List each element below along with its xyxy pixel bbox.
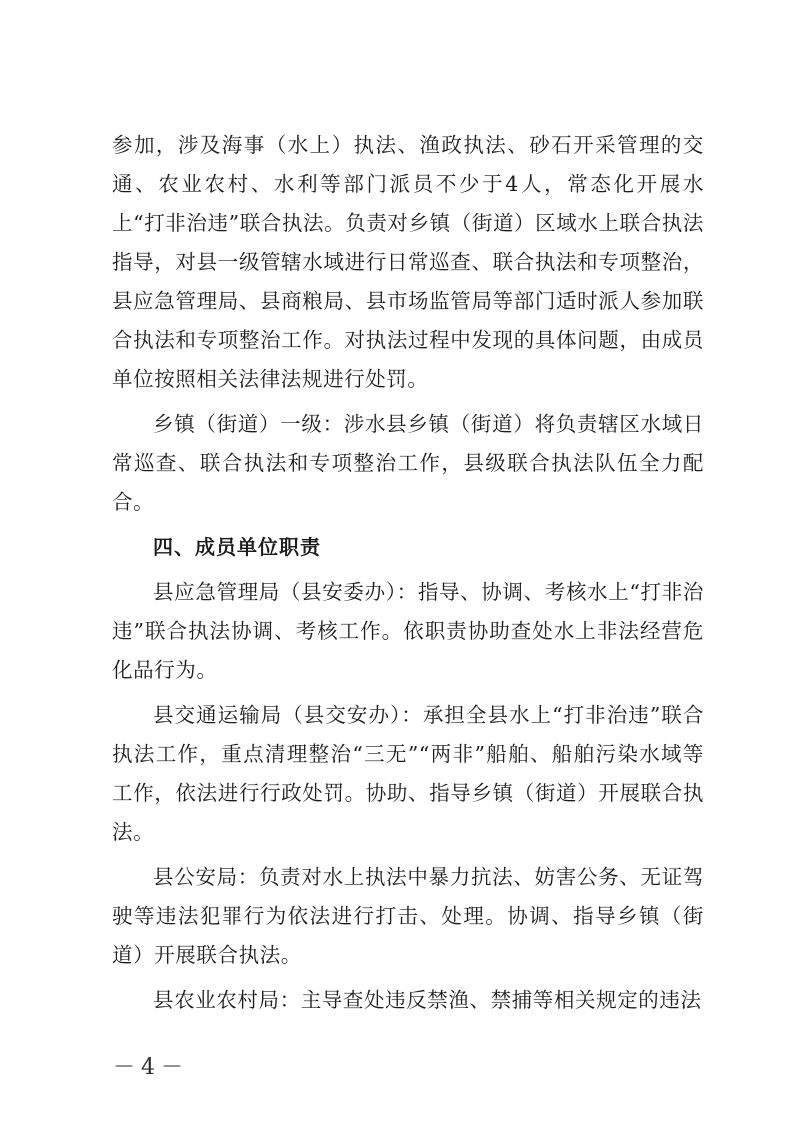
paragraph-text: 指导、协调、考核水上“打非治违”联合执法协调、考核工作。依职责协助查处水上非法经营危化品行为。 [112, 580, 704, 682]
document-body [112, 126, 704, 1026]
paragraph-text: 乡镇（街道）一级：涉水县乡镇（街道）将负责辖区水域日常巡查、联合执法和专项整治工作，县级联合执法队伍全力配合。 [112, 412, 704, 514]
department-name: 县应急管理局（县安委办）： [153, 580, 418, 604]
section-heading-member-duties: 四、成员单位职责 [153, 535, 321, 559]
paragraph-text: 主导查处违反禁渔、禁捕等相关规定的违法 [300, 988, 702, 1012]
page-number: －4－ [113, 1055, 189, 1080]
paragraph-public-security-bureau [112, 858, 704, 975]
paragraph-text: 负责对水上执法中暴力抗法、妨害公务、无证驾驶等违法犯罪行为依法进行打击、处理。协调、指导乡镇（街道）开展联合执法。 [112, 865, 704, 967]
paragraph-text: 参加，涉及海事（水上）执法、渔政执法、砂石开采管理的交通、农业农村、水利等部门派员不少于4人，常态化开展水上“打非治违”联合执法。负责对乡镇（街道）区域水上联合执法指导，对县一级管辖水域进行日常巡查、联合执法和专项整治，县应急管理局、县商粮局、县市场监管局等部门适时派人参加联合执法和专项整治工作。对执法过程中发现的具体问题，由成员单位按照相关法律法规进行处罚。 [112, 133, 704, 391]
paragraph-text: 承担全县水上“打非治违”联合执法工作，重点清理整治“三无”“两非”船舶、船舶污染水域等工作，依法进行行政处罚。协助、指导乡镇（街道）开展联合执法。 [112, 703, 704, 844]
paragraph-emergency-bureau [112, 573, 704, 690]
department-name: 县农业农村局： [153, 988, 301, 1012]
paragraph-township-level [112, 405, 704, 522]
department-name: 县交通运输局（县交安办）： [153, 703, 423, 727]
paragraph-agriculture-bureau [112, 981, 704, 1020]
paragraph-transport-bureau [112, 696, 704, 852]
department-name: 县公安局： [153, 865, 259, 889]
paragraph-joint-enforcement-county [112, 126, 704, 399]
